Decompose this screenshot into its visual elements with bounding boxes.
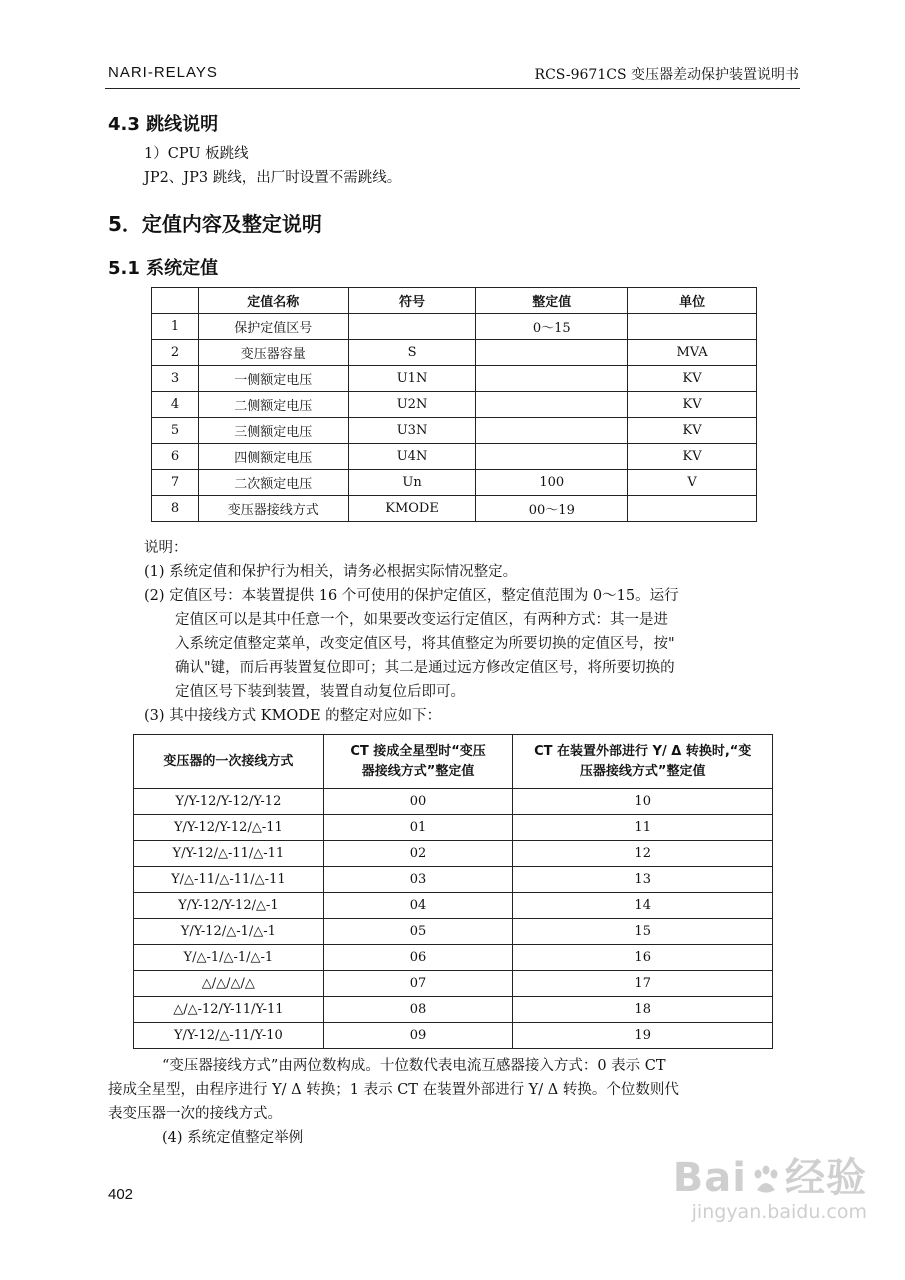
table-row: [134, 997, 773, 1023]
table-row: [134, 815, 773, 841]
table-cell: 03: [323, 867, 513, 893]
header-cell: [513, 735, 773, 789]
table-cell: Un: [348, 470, 476, 496]
header-cell: 整定值: [476, 288, 628, 314]
table-cell: 2: [152, 340, 199, 366]
section-4-3-line-2: JP2、JP3 跳线，出厂时设置不需跳线。: [144, 170, 402, 186]
table-cell: 13: [513, 867, 773, 893]
table-cell: 12: [513, 841, 773, 867]
table-cell: KMODE: [348, 496, 476, 522]
table-cell: 16: [513, 945, 773, 971]
table-row: [134, 789, 773, 815]
table-row: [134, 841, 773, 867]
table-cell: Y/Y-12/△-11/Y-10: [134, 1023, 324, 1049]
table-cell: 17: [513, 971, 773, 997]
table-cell: 三侧额定电压: [198, 418, 348, 444]
table-cell: 07: [323, 971, 513, 997]
table-cell: [628, 314, 757, 340]
note-3: (3) 其中接线方式 KMODE 的整定对应如下：: [144, 708, 442, 724]
section-4-3-title: 4.3 跳线说明: [108, 114, 219, 135]
table-cell: [476, 418, 628, 444]
table-cell: △/△/△/△: [134, 971, 324, 997]
table-cell: 3: [152, 366, 199, 392]
header-doc-title: RCS-9671CS 变压器差动保护装置说明书: [534, 67, 799, 83]
watermark-logo-text-b: 经验: [785, 1155, 867, 1201]
table-cell: 11: [513, 815, 773, 841]
table-row: [152, 418, 757, 444]
header-cell: 单位: [628, 288, 757, 314]
header-line: CT 接成全星型时“变压: [350, 743, 486, 759]
table-row: [152, 366, 757, 392]
table-cell: 09: [323, 1023, 513, 1049]
table-header-row: [152, 288, 757, 314]
header-cell: 变压器的一次接线方式: [134, 735, 324, 789]
table-row: [152, 392, 757, 418]
table-row: [152, 470, 757, 496]
table-row: [152, 340, 757, 366]
table-cell: [348, 314, 476, 340]
table-cell: 05: [323, 919, 513, 945]
note-2-line-1: (2) 定值区号：本装置提供 16 个可使用的保护定值区，整定值范围为 0～15。运行: [144, 588, 679, 604]
header-line: 器接线方式”整定值: [361, 763, 475, 779]
table-cell: [476, 340, 628, 366]
table-cell: KV: [628, 392, 757, 418]
table-cell: 1: [152, 314, 199, 340]
table-cell: 一侧额定电压: [198, 366, 348, 392]
table-cell: [628, 496, 757, 522]
table-cell: 06: [323, 945, 513, 971]
table-cell: 二次额定电压: [198, 470, 348, 496]
table-cell: KV: [628, 444, 757, 470]
table-cell: 08: [323, 997, 513, 1023]
table-cell: 00～19: [476, 496, 628, 522]
table-cell: U1N: [348, 366, 476, 392]
closing-line-2: 接成全星型，由程序进行 Y/ Δ 转换；1 表示 CT 在装置外部进行 Y/ Δ 转换。个位数则代: [108, 1082, 679, 1098]
header-line: 压器接线方式”整定值: [579, 763, 706, 779]
table-cell: U2N: [348, 392, 476, 418]
table-cell: 4: [152, 392, 199, 418]
note-2-line-2: 定值区可以是其中任意一个，如果要改变运行定值区，有两种方式：其一是进: [175, 612, 668, 628]
note-2-line-4: 确认"键，而后再装置复位即可；其二是通过远方修改定值区号，将所要切换的: [175, 660, 675, 676]
table-cell: U3N: [348, 418, 476, 444]
closing-line-1: “变压器接线方式”由两位数构成。十位数代表电流互感器接入方式：0 表示 CT: [162, 1058, 666, 1074]
table-cell: 变压器接线方式: [198, 496, 348, 522]
table-cell: Y/Y-12/△-1/△-1: [134, 919, 324, 945]
table-cell: 18: [513, 997, 773, 1023]
table-row: [134, 1023, 773, 1049]
table-cell: 00: [323, 789, 513, 815]
table-cell: 0～15: [476, 314, 628, 340]
section-5-title: 5．定值内容及整定说明: [108, 212, 322, 236]
header-divider: [105, 88, 800, 89]
watermark-logo: [673, 1156, 867, 1200]
table-cell: △/△-12/Y-11/Y-11: [134, 997, 324, 1023]
table-row: [152, 496, 757, 522]
kmode-table: [133, 734, 773, 1049]
table-cell: S: [348, 340, 476, 366]
table-cell: 15: [513, 919, 773, 945]
page-number: 402: [108, 1186, 134, 1203]
table-cell: V: [628, 470, 757, 496]
note-2-line-3: 入系统定值整定菜单，改变定值区号，将其值整定为所要切换的定值区号，按": [175, 636, 675, 652]
table-cell: 7: [152, 470, 199, 496]
table-cell: 5: [152, 418, 199, 444]
table-cell: U4N: [348, 444, 476, 470]
table-cell: 变压器容量: [198, 340, 348, 366]
table-row: [134, 945, 773, 971]
header-cell: 符号: [348, 288, 476, 314]
header-line: CT 在装置外部进行 Y/ Δ 转换时,“变: [534, 743, 752, 759]
table-row: [134, 867, 773, 893]
table-cell: [476, 366, 628, 392]
table-cell: 四侧额定电压: [198, 444, 348, 470]
table-row: [152, 314, 757, 340]
system-settings-table: [151, 287, 757, 522]
table-cell: [476, 444, 628, 470]
table-cell: 01: [323, 815, 513, 841]
table-cell: Y/△-11/△-11/△-11: [134, 867, 324, 893]
note-1: (1) 系统定值和保护行为相关，请务必根据实际情况整定。: [144, 564, 518, 580]
watermark-url: jingyan.baidu.com: [691, 1201, 867, 1223]
baidu-watermark: [673, 1156, 867, 1224]
table-cell: Y/Y-12/△-11/△-11: [134, 841, 324, 867]
note-2-line-5: 定值区号下装到装置，装置自动复位后即可。: [175, 684, 465, 700]
note-4: (4) 系统定值整定举例: [162, 1130, 304, 1146]
table-cell: [476, 392, 628, 418]
table-cell: 6: [152, 444, 199, 470]
header-cell: [152, 288, 199, 314]
table-cell: KV: [628, 418, 757, 444]
header-cell: 定值名称: [198, 288, 348, 314]
table-cell: 8: [152, 496, 199, 522]
table-cell: 19: [513, 1023, 773, 1049]
table-cell: Y/Y-12/Y-12/△-11: [134, 815, 324, 841]
watermark-logo-text-a: Bai: [672, 1155, 747, 1201]
table-cell: Y/Y-12/Y-12/△-1: [134, 893, 324, 919]
notes-title: 说明：: [144, 540, 188, 556]
section-5-1-title: 5.1 系统定值: [108, 258, 219, 279]
table-header-row: [134, 735, 773, 789]
table-cell: 保护定值区号: [198, 314, 348, 340]
table-cell: KV: [628, 366, 757, 392]
table-row: [134, 919, 773, 945]
header-brand: NARI-RELAYS: [108, 64, 218, 81]
table-cell: 二侧额定电压: [198, 392, 348, 418]
table-cell: MVA: [628, 340, 757, 366]
closing-line-3: 表变压器一次的接线方式。: [108, 1106, 282, 1122]
table-cell: 10: [513, 789, 773, 815]
section-4-3-line-1: 1）CPU 板跳线: [144, 146, 249, 162]
table-cell: Y/△-1/△-1/△-1: [134, 945, 324, 971]
table-row: [134, 893, 773, 919]
table-row: [152, 444, 757, 470]
table-cell: Y/Y-12/Y-12/Y-12: [134, 789, 324, 815]
table-cell: 04: [323, 893, 513, 919]
table-cell: 14: [513, 893, 773, 919]
table-row: [134, 971, 773, 997]
paw-icon: [749, 1163, 783, 1197]
table-cell: 100: [476, 470, 628, 496]
table-cell: 02: [323, 841, 513, 867]
header-cell: [323, 735, 513, 789]
